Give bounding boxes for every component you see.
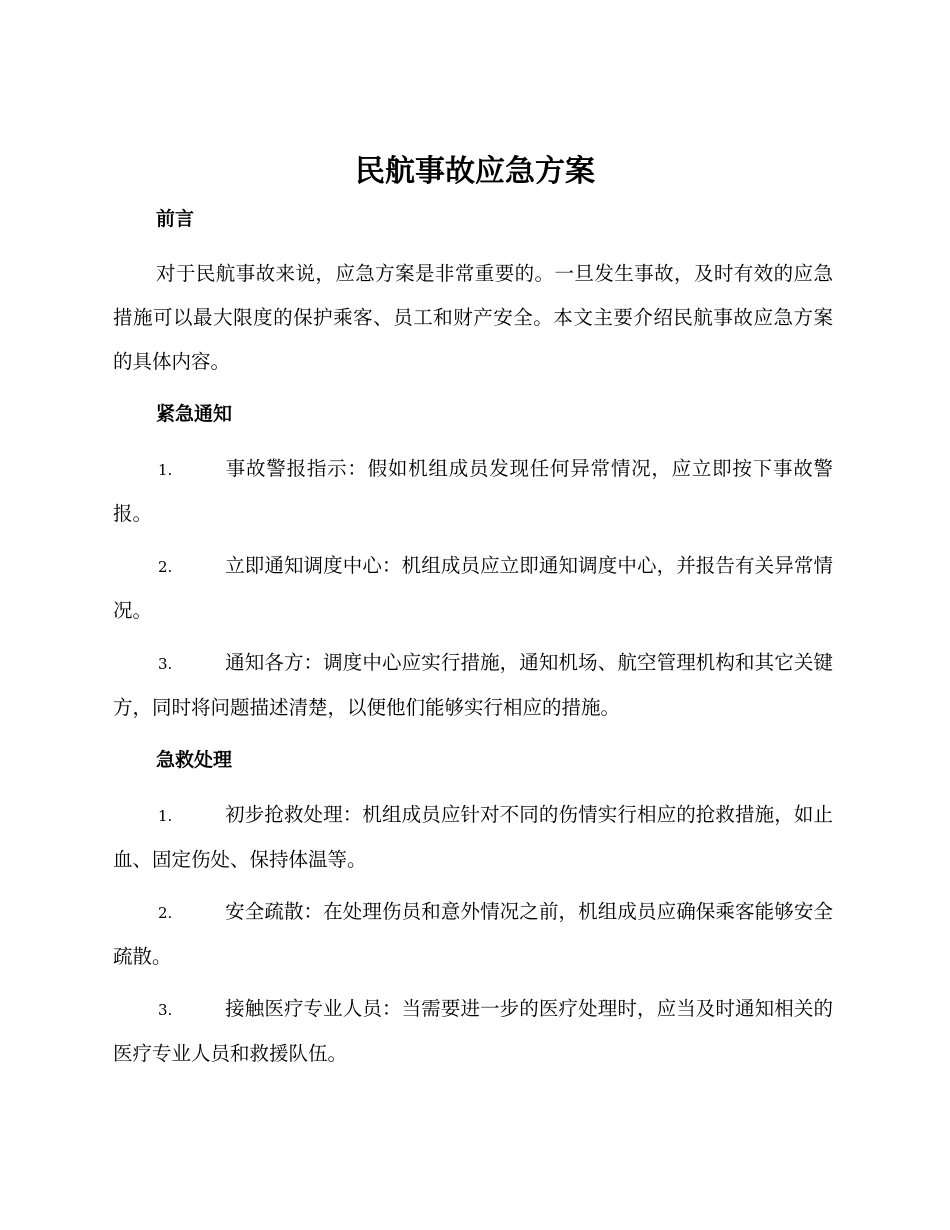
list-item [113,987,833,1076]
list-item [113,890,833,979]
list-item-number: 1. [158,461,173,479]
list-item-text: 接触医疗专业人员：当需要进一步的医疗处理时，应当及时通知相关的医疗专业人员和救援队伍。 [113,997,833,1065]
list-item-text: 通知各方：调度中心应实行措施，通知机场、航空管理机构和其它关键方，同时将问题描述清楚，以便他们能够实行相应的措施。 [113,651,833,719]
list-item [113,793,833,882]
list-item-number: 2. [158,904,173,922]
list-item-text: 初步抢救处理：机组成员应针对不同的伤情实行相应的抢救措施，如止血、固定伤处、保持体温等。 [113,803,833,871]
section-heading-first-aid: 急救处理 [156,749,233,771]
list-item-number: 1. [158,807,173,825]
list-item-number: 2. [158,558,173,576]
document-title: 民航事故应急方案 [355,154,595,189]
section-heading-emergency-notice: 紧急通知 [156,403,233,425]
section-heading-preface: 前言 [156,208,195,230]
list-item-number: 3. [158,655,173,673]
preface-paragraph: 对于民航事故来说，应急方案是非常重要的。一旦发生事故，及时有效的应急措施可以最大限度的保护乘客、员工和财产安全。本文主要介绍民航事故应急方案的具体内容。 [113,262,833,373]
list-item-text: 安全疏散：在处理伤员和意外情况之前，机组成员应确保乘客能够安全疏散。 [113,900,833,968]
list-item-text: 事故警报指示：假如机组成员发现任何异常情况，应立即按下事故警报。 [113,457,833,525]
list-item-number: 3. [158,1001,173,1019]
list-item-text: 立即通知调度中心：机组成员应立即通知调度中心，并报告有关异常情况。 [113,554,833,622]
list-item [113,447,833,536]
list-item [113,641,833,730]
list-item [113,544,833,633]
